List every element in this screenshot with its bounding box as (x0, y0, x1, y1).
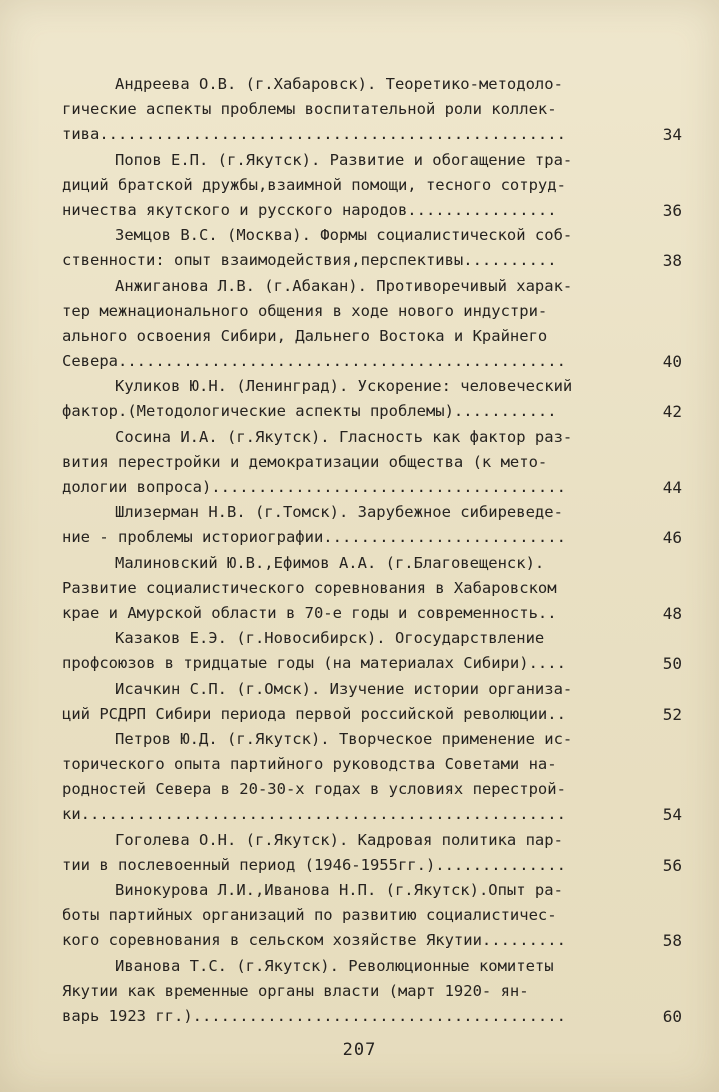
toc-entry-page-number: 38 (662, 251, 682, 271)
toc-entry (62, 500, 682, 550)
toc-entry (62, 274, 682, 375)
toc-entry-heading-line (62, 500, 682, 525)
toc-entry-line (62, 248, 682, 273)
toc-entry (62, 677, 682, 727)
toc-entry-text: торического опыта партийного руководства Советами на- (62, 755, 557, 774)
toc-entry-heading-line (62, 878, 682, 903)
toc-entry-text: Попов Е.П. (г.Якутск). Развитие и обогащение тра- (115, 150, 573, 169)
toc-entry (62, 72, 682, 148)
toc-entry-heading-line (62, 274, 682, 299)
toc-entry-text: тер межнационального общения в ходе нового индустри- (62, 301, 548, 320)
toc-entry-page-number: 50 (662, 654, 682, 674)
toc-entry-text: Малиновский Ю.В.,Ефимов А.А. (г.Благовещенск). (115, 553, 545, 572)
toc-entry-heading-line (62, 551, 682, 576)
toc-entry-page-number: 44 (662, 478, 682, 497)
toc-entry-line (62, 525, 682, 550)
toc-entry-line (62, 752, 682, 777)
toc-entry-line (62, 173, 682, 198)
toc-entry-line (62, 651, 682, 676)
toc-entry-line (62, 1004, 682, 1029)
toc-entry-text: ние - проблемы историографии.......................... (62, 528, 566, 547)
toc-entry-text: кого соревнования в сельском хозяйстве Якутии......... (62, 931, 566, 950)
toc-entry-page-number: 56 (662, 855, 682, 875)
toc-entry-line (62, 777, 682, 802)
toc-entry-text: ственности: опыт взаимодействия,перспективы.......... (62, 251, 557, 270)
toc-entry-line (62, 475, 682, 500)
toc-entry-text: Андреева О.В. (г.Хабаровск). Теоретико-методоло- (115, 75, 563, 93)
toc-entry-page-number: 40 (662, 352, 682, 372)
toc-entry-line (62, 349, 682, 374)
toc-entry (62, 551, 682, 627)
toc-entry-text: гические аспекты проблемы воспитательной роли коллек- (62, 100, 557, 119)
toc-entry-page-number: 54 (662, 805, 682, 825)
toc-entry-text: вития перестройки и демократизации общества (к мето- (62, 452, 548, 471)
toc-entry-text: профсоюзов в тридцатые годы (на материалах Сибири).... (62, 654, 566, 673)
table-of-contents (62, 72, 682, 1029)
toc-entry-line (62, 450, 682, 475)
toc-entry-text: крае и Амурской области в 70-е годы и современность.. (62, 603, 557, 622)
toc-entry-text: родностей Севера в 20-30-х годах в условиях перестрой- (62, 780, 566, 799)
toc-entry-text: Севера................................................ (62, 352, 566, 371)
toc-entry-page-number: 36 (662, 200, 682, 220)
page-number: 207 (342, 1040, 377, 1060)
toc-entry-line (62, 702, 682, 727)
toc-entry-heading-line (62, 626, 682, 651)
toc-entry-text: Шлизерман Н.В. (г.Томск). Зарубежное сибиреведе- (115, 503, 563, 522)
toc-entry (62, 425, 682, 501)
toc-entry-text: диций братской дружбы,взаимной помощи, тесного сотруд- (62, 175, 566, 194)
toc-entry (62, 626, 682, 676)
toc-entry (62, 954, 682, 1030)
toc-entry-page-number: 60 (662, 1006, 682, 1026)
toc-entry-text: Гоголева О.Н. (г.Якутск). Кадровая политика пар- (115, 830, 563, 849)
toc-entry (62, 223, 682, 273)
toc-entry-line (62, 903, 682, 928)
toc-entry-text: Земцов В.С. (Москва). Формы социалистической соб- (115, 226, 573, 245)
toc-entry-line (62, 576, 682, 601)
toc-entry-heading-line (62, 828, 682, 853)
toc-entry-text: ничества якутского и русского народов................ (62, 200, 557, 219)
toc-entry-heading-line (62, 223, 682, 248)
toc-entry-heading-line (62, 727, 682, 752)
toc-entry-text: Иванова Т.С. (г.Якутск). Революционные комитеты (115, 956, 554, 975)
toc-entry-line (62, 928, 682, 953)
toc-entry-page-number: 58 (662, 931, 682, 951)
toc-entry-text: Винокурова Л.И.,Иванова Н.П. (г.Якутск).Опыт ра- (115, 881, 563, 899)
toc-entry (62, 828, 682, 878)
toc-entry-line (62, 979, 682, 1004)
toc-entry-text: Куликов Ю.Н. (Ленинград). Ускорение: человеческий (115, 377, 573, 396)
toc-entry-line (62, 324, 682, 349)
toc-entry-line (62, 802, 682, 827)
toc-entry-heading-line (62, 148, 682, 173)
toc-entry-text: фактор.(Методологические аспекты проблемы)........... (62, 402, 557, 421)
toc-entry-text: тива.................................................. (62, 125, 566, 144)
toc-entry-text: Анжиганова Л.В. (г.Абакан). Противоречивый харак- (115, 276, 573, 295)
toc-entry (62, 148, 682, 224)
toc-entry-text: Развитие социалистического соревнования в Хабаровском (62, 578, 557, 597)
toc-entry (62, 727, 682, 828)
toc-entry-text: Сосина И.А. (г.Якутск). Гласность как фактор раз- (115, 427, 573, 446)
toc-entry-text: боты партийных организаций по развитию социалистичес- (62, 906, 557, 925)
toc-entry-text: Якутии как временные органы власти (март 1920- ян- (62, 981, 529, 1000)
toc-entry (62, 374, 682, 424)
toc-entry-heading-line (62, 425, 682, 450)
toc-entry-text: Исачкин С.П. (г.Омск). Изучение истории организа- (115, 679, 573, 698)
toc-entry-line (62, 853, 682, 878)
toc-entry-page-number: 52 (662, 704, 682, 724)
toc-entry-text: ций РСДРП Сибири периода первой российской революции.. (62, 704, 566, 723)
toc-entry-text: варь 1923 гг.)........................................ (62, 1006, 566, 1025)
toc-entry-line (62, 122, 682, 147)
toc-entry-heading-line (62, 954, 682, 979)
toc-entry-text: ки.................................................... (62, 805, 566, 824)
toc-entry-line (62, 198, 682, 223)
toc-entry-page-number: 42 (662, 402, 682, 422)
toc-entry-line (62, 97, 682, 122)
toc-entry-text: ального освоения Сибири, Дальнего Востока и Крайнего (62, 326, 548, 345)
toc-entry (62, 878, 682, 954)
toc-entry-text: тии в послевоенный период (1946-1955гг.).............. (62, 855, 566, 874)
toc-entry-text: Казаков Е.Э. (г.Новосибирск). Огосударствление (115, 629, 545, 648)
toc-entry-heading-line (62, 374, 682, 399)
toc-entry-line (62, 299, 682, 324)
toc-entry-page-number: 48 (662, 603, 682, 623)
toc-entry-text: Петров Ю.Д. (г.Якутск). Творческое применение ис- (115, 729, 573, 748)
toc-entry-line (62, 601, 682, 626)
toc-entry-heading-line (62, 677, 682, 702)
toc-entry-heading-line (62, 72, 682, 97)
toc-entry-text: дологии вопроса)...................................... (62, 478, 566, 496)
toc-entry-line (62, 399, 682, 424)
toc-entry-page-number: 34 (662, 125, 682, 145)
toc-entry-page-number: 46 (662, 528, 682, 548)
